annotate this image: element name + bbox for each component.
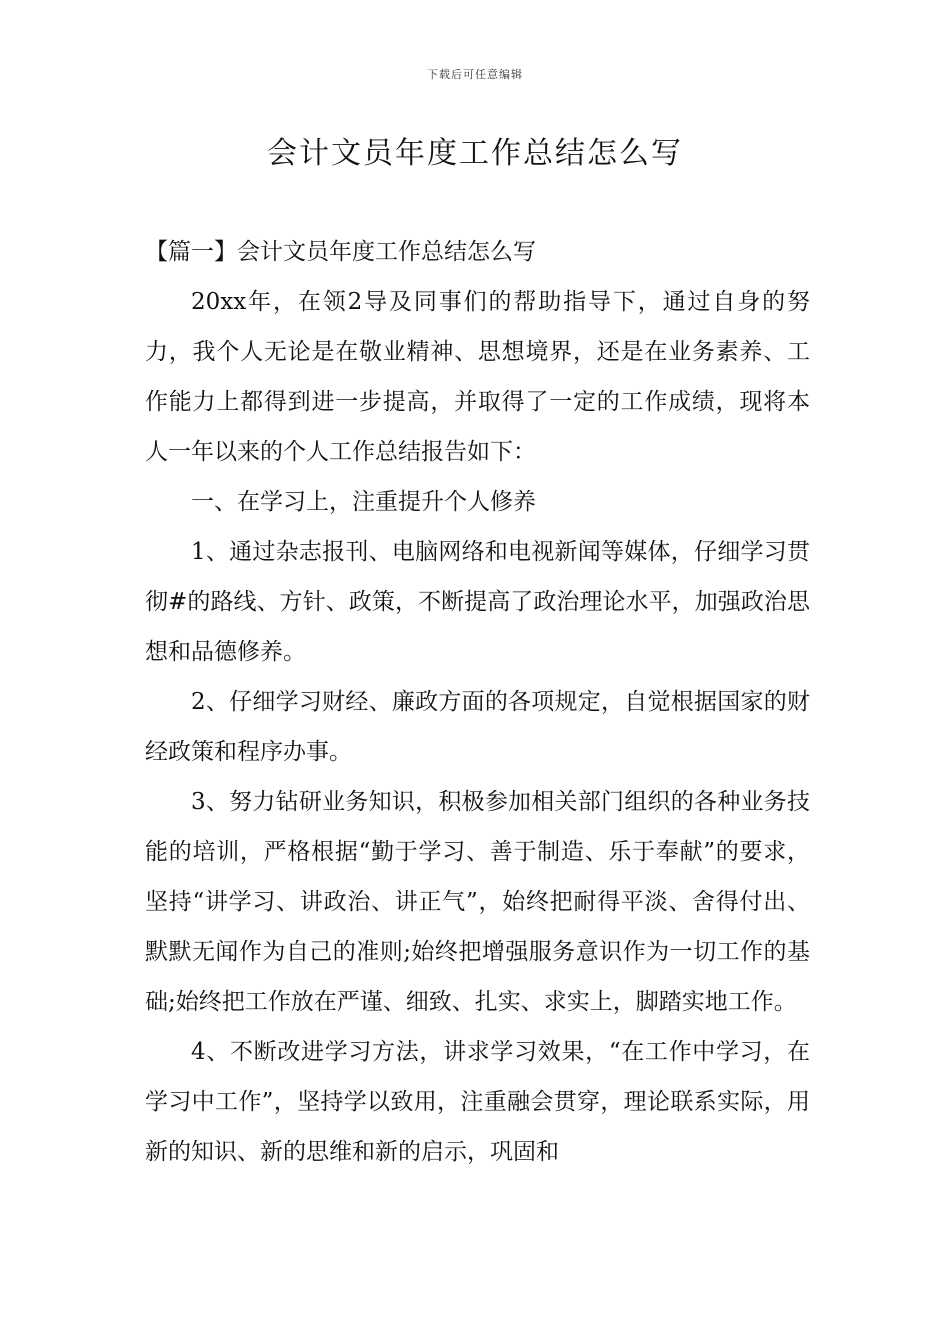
paragraph-item-1: 1、通过杂志报刊、电脑网络和电视新闻等媒体，仔细学习贯彻#的路线、方针、政策，不断提高了政治理论水平，加强政治思想和品德修养。	[145, 539, 810, 665]
paragraph-intro: 20xx年，在领2导及同事们的帮助指导下，通过自身的努力，我个人无论是在敬业精神、思想境界，还是在业务素养、工作能力上都得到进一步提高，并取得了一定的工作成绩，现将本人一年以来的个人工作总结报告如下：	[145, 289, 810, 465]
paragraph-heading-study: 一、在学习上，注重提升个人修养	[191, 489, 536, 515]
paragraph-item-3: 3、努力钻研业务知识，积极参加相关部门组织的各种业务技能的培训，严格根据“勤于学习、善于制造、乐于奉献”的要求，坚持“讲学习、讲政治、讲正气”，始终把耐得平淡、舍得付出、默默无闻作为自己的准则;始终把增强服务意识作为一切工作的基础;始终把工作放在严谨、细致、扎实、求实上，脚踏实地工作。	[145, 789, 810, 1015]
header-note: 下载后可任意编辑	[427, 68, 523, 81]
paragraph-item-4: 4、不断改进学习方法，讲求学习效果，“在工作中学习，在学习中工作”，坚持学以致用，注重融会贯穿，理论联系实际，用新的知识、新的思维和新的启示，巩固和	[145, 1039, 810, 1165]
paragraph-item-2: 2、仔细学习财经、廉政方面的各项规定，自觉根据国家的财经政策和程序办事。	[145, 689, 810, 765]
document-body	[145, 227, 810, 1177]
section-heading: 【篇一】会计文员年度工作总结怎么写	[145, 239, 536, 265]
document-title: 会计文员年度工作总结怎么写	[267, 136, 683, 171]
